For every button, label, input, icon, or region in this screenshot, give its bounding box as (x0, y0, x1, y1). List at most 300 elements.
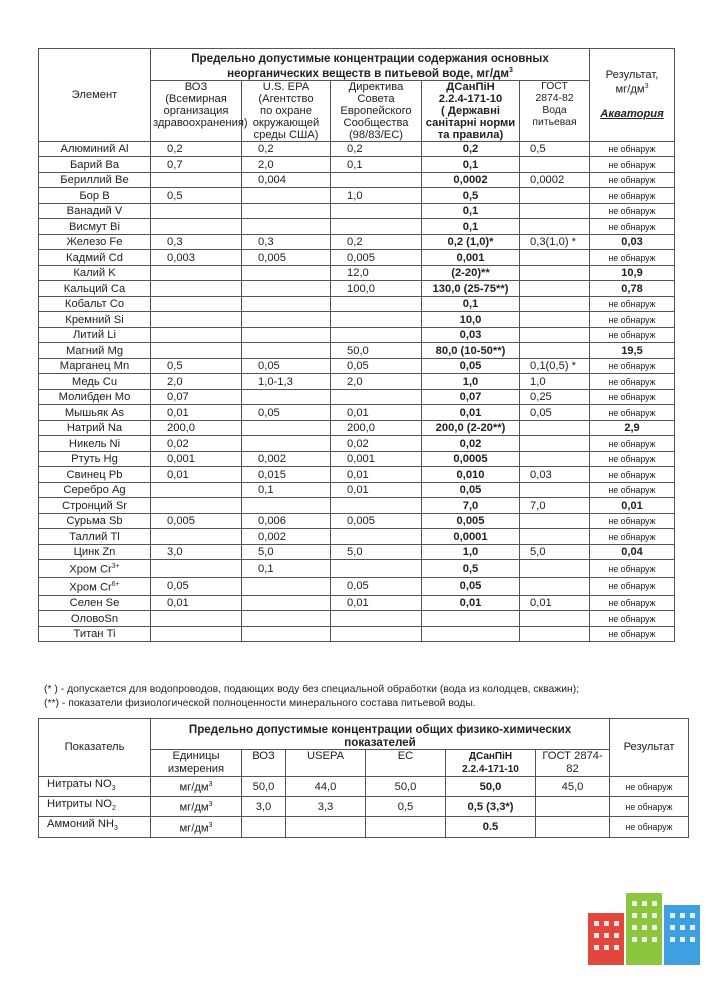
value-gost: 7,0 (520, 498, 590, 514)
value-dsanpin (422, 626, 520, 642)
value-result: не обнаруж (590, 578, 675, 596)
value-gost (520, 281, 590, 297)
table-row (39, 296, 675, 312)
value-result: не обнаруж (590, 560, 675, 578)
value-dsanpin: 200,0 (2-20**) (422, 420, 520, 436)
value-usepa (286, 817, 366, 837)
value-result: 2,9 (590, 420, 675, 436)
value-dsanpin: 0,07 (422, 389, 520, 405)
value-eu: 12,0 (331, 265, 422, 281)
value-epa (242, 219, 331, 235)
value-voz (151, 343, 242, 359)
table-row (39, 219, 675, 235)
column-header-voz2: ВОЗ (242, 750, 286, 777)
value-voz: 0,3 (151, 234, 242, 250)
value-gost (520, 482, 590, 498)
value-voz: 0,005 (151, 513, 242, 529)
value-dsanpin: 0,02 (422, 436, 520, 452)
value-voz (151, 172, 242, 188)
value-voz (151, 498, 242, 514)
value-result: не обнаруж (590, 389, 675, 405)
value-gost (520, 219, 590, 235)
value-usepa: 44,0 (286, 777, 366, 797)
value-dsanpin: 0,001 (422, 250, 520, 266)
value-eu (331, 219, 422, 235)
column-header-result: Результат, $мг/дм^3$ Акватория (590, 49, 675, 142)
value-gost: 0,25 (520, 389, 590, 405)
value-eu: 0,05 (331, 358, 422, 374)
value-result: не обнаруж (590, 467, 675, 483)
value-gost: 0,1(0,5) * (520, 358, 590, 374)
value-epa (242, 296, 331, 312)
value-dsanpin: 0,0005 (422, 451, 520, 467)
value-result: не обнаруж (590, 611, 675, 627)
value-result: не обнаруж (590, 626, 675, 642)
value-eu: 0,2 (331, 234, 422, 250)
value-voz: 0,01 (151, 405, 242, 421)
value-gost: 0,5 (520, 141, 590, 157)
element-name: Серебро Ag (39, 482, 151, 498)
value-dsanpin: 0,05 (422, 358, 520, 374)
value-epa (242, 498, 331, 514)
element-name: Стронций Sr (39, 498, 151, 514)
value-gost (520, 327, 590, 343)
value-gost (520, 436, 590, 452)
element-name: Марганец Mn (39, 358, 151, 374)
value-epa: 0,3 (242, 234, 331, 250)
value-result: не обнаруж (590, 327, 675, 343)
element-name: Бериллий Be (39, 172, 151, 188)
element-name: Железо Fe (39, 234, 151, 250)
table-row (39, 513, 675, 529)
table-row (39, 281, 675, 297)
value-voz (151, 203, 242, 219)
value-dsanpin: 0,010 (422, 467, 520, 483)
value-epa (242, 389, 331, 405)
value-eu: 0,01 (331, 467, 422, 483)
table-row (39, 482, 675, 498)
value-result: не обнаруж (590, 141, 675, 157)
value-voz (151, 482, 242, 498)
value-epa (242, 203, 331, 219)
value-dsanpin: 0,1 (422, 219, 520, 235)
value-gost: 0,03 (520, 467, 590, 483)
value-ec: 50,0 (366, 777, 446, 797)
value-eu (331, 389, 422, 405)
element-name: Кобальт Co (39, 296, 151, 312)
value-epa: 0,002 (242, 451, 331, 467)
value-dsanpin: 0,5 (422, 188, 520, 204)
value-result: не обнаруж (590, 358, 675, 374)
table-row (39, 529, 675, 545)
element-name: Литий Li (39, 327, 151, 343)
table-row (39, 595, 675, 611)
element-name: Бор B (39, 188, 151, 204)
value-gost: 0,01 (520, 595, 590, 611)
table-row (39, 203, 675, 219)
footnotes (44, 683, 579, 711)
value-voz (151, 312, 242, 328)
table-row (39, 436, 675, 452)
table-row (39, 374, 675, 390)
value-epa: 0,2 (242, 141, 331, 157)
element-name: Кремний Si (39, 312, 151, 328)
value-dsanpin: 0,0001 (422, 529, 520, 545)
value-voz (151, 529, 242, 545)
value-dsanpin: 0.5 (446, 817, 536, 837)
column-header-dsanpin2: ДСанПіН 2.2.4-171-10 (446, 750, 536, 777)
value-dsanpin: 50,0 (446, 777, 536, 797)
value-dsanpin: 1,0 (422, 374, 520, 390)
table-row (39, 250, 675, 266)
value-voz (151, 611, 242, 627)
value-eu (331, 203, 422, 219)
table-row (39, 312, 675, 328)
value-eu: 5,0 (331, 544, 422, 560)
value-gost: 5,0 (520, 544, 590, 560)
value-eu: 1,0 (331, 188, 422, 204)
value-eu (331, 611, 422, 627)
table-row (39, 578, 675, 596)
value-epa (242, 188, 331, 204)
value-eu (331, 296, 422, 312)
table-row (39, 141, 675, 157)
value-eu (331, 498, 422, 514)
value-epa: 5,0 (242, 544, 331, 560)
value-eu (331, 172, 422, 188)
value-eu (331, 327, 422, 343)
value-gost (520, 451, 590, 467)
units: $мг/дм^3$ (151, 777, 242, 797)
value-voz (151, 281, 242, 297)
value-epa: 0,1 (242, 560, 331, 578)
value-voz (242, 817, 286, 837)
table-row (39, 467, 675, 483)
value-voz: 0,05 (151, 578, 242, 596)
inorganic-substances-table (38, 48, 675, 642)
column-header-units: Единицы измерения (151, 750, 242, 777)
value-epa (242, 281, 331, 297)
value-eu (331, 529, 422, 545)
table-row (39, 265, 675, 281)
element-name: ОловоSn (39, 611, 151, 627)
value-eu: 0,005 (331, 250, 422, 266)
value-voz (151, 327, 242, 343)
value-dsanpin: 0,1 (422, 296, 520, 312)
value-gost (520, 265, 590, 281)
value-dsanpin: 0,5 (3,3*) (446, 797, 536, 817)
value-epa (242, 595, 331, 611)
value-dsanpin (422, 611, 520, 627)
value-epa: 2,0 (242, 157, 331, 173)
value-eu: 50,0 (331, 343, 422, 359)
value-eu: 0,01 (331, 405, 422, 421)
value-voz (151, 219, 242, 235)
value-eu: 100,0 (331, 281, 422, 297)
table-row (39, 817, 689, 837)
value-dsanpin: 0,2 (422, 141, 520, 157)
value-result: не обнаруж (590, 250, 675, 266)
element-name: Медь Cu (39, 374, 151, 390)
value-result: не обнаруж (590, 405, 675, 421)
value-eu (331, 560, 422, 578)
value-usepa: 3,3 (286, 797, 366, 817)
table-row (39, 451, 675, 467)
value-voz: 2,0 (151, 374, 242, 390)
value-gost (520, 611, 590, 627)
value-gost (536, 797, 610, 817)
table-row (39, 405, 675, 421)
value-result: не обнаруж (590, 157, 675, 173)
value-gost: 0,05 (520, 405, 590, 421)
value-dsanpin: 0,05 (422, 578, 520, 596)
footnote-single-star: (* ) - допускается для водопроводов, подающих воду без специальной обработки (вода из колодцев, скважин); (44, 684, 580, 695)
value-gost: 45,0 (536, 777, 610, 797)
value-eu: 0,001 (331, 451, 422, 467)
element-name: Сурьма Sb (39, 513, 151, 529)
value-dsanpin: (2-20)** (422, 265, 520, 281)
value-gost (520, 343, 590, 359)
value-dsanpin: 80,0 (10-50**) (422, 343, 520, 359)
value-dsanpin: 0,03 (422, 327, 520, 343)
column-header-ec: ЕС (366, 750, 446, 777)
element-name: Кадмий Cd (39, 250, 151, 266)
value-result: не обнаруж (610, 817, 689, 837)
value-result: не обнаруж (590, 172, 675, 188)
value-gost (520, 560, 590, 578)
value-dsanpin: 10,0 (422, 312, 520, 328)
value-epa (242, 327, 331, 343)
value-result: 0,01 (590, 498, 675, 514)
value-voz: 3,0 (242, 797, 286, 817)
value-result: 10,9 (590, 265, 675, 281)
column-header-epa: U.S. EPA (Агентство по охране окружающей среды США) (242, 80, 331, 141)
value-gost (520, 157, 590, 173)
value-dsanpin: 1,0 (422, 544, 520, 560)
value-voz: 0,02 (151, 436, 242, 452)
value-gost (520, 312, 590, 328)
value-result: не обнаруж (590, 482, 675, 498)
value-result: не обнаруж (590, 312, 675, 328)
building-logo-icon (588, 893, 706, 965)
value-eu: 200,0 (331, 420, 422, 436)
value-voz: 0,7 (151, 157, 242, 173)
table-row (39, 188, 675, 204)
value-dsanpin: 0,01 (422, 595, 520, 611)
value-voz: 0,001 (151, 451, 242, 467)
value-eu: 0,005 (331, 513, 422, 529)
element-name: Барий Ba (39, 157, 151, 173)
value-epa (242, 436, 331, 452)
value-result: не обнаруж (590, 188, 675, 204)
value-gost (520, 578, 590, 596)
element-name: Натрий Na (39, 420, 151, 436)
table-row (39, 560, 675, 578)
value-voz (151, 626, 242, 642)
value-gost (520, 296, 590, 312)
brand-name: Акватория (600, 107, 664, 120)
value-dsanpin: 0,0002 (422, 172, 520, 188)
value-result: 0,03 (590, 234, 675, 250)
value-eu (331, 626, 422, 642)
value-epa (242, 611, 331, 627)
element-name: Никель Ni (39, 436, 151, 452)
value-voz: 0,01 (151, 595, 242, 611)
value-result: не обнаруж (610, 797, 689, 817)
value-dsanpin: 0,005 (422, 513, 520, 529)
table-row (39, 389, 675, 405)
value-epa: 0,015 (242, 467, 331, 483)
element-name: Висмут Bi (39, 219, 151, 235)
value-voz: 200,0 (151, 420, 242, 436)
footnote-double-star: (**) - показатели физиологической полноценности минерального состава питьевой воды. (44, 698, 476, 709)
element-name: Свинец Pb (39, 467, 151, 483)
value-result: не обнаруж (590, 595, 675, 611)
value-voz (151, 560, 242, 578)
value-eu: 0,01 (331, 482, 422, 498)
value-epa: 0,006 (242, 513, 331, 529)
value-gost (520, 529, 590, 545)
value-epa: 0,002 (242, 529, 331, 545)
value-result: не обнаруж (590, 529, 675, 545)
value-voz: 0,01 (151, 467, 242, 483)
element-name: Таллий Tl (39, 529, 151, 545)
element-name: Алюминий Al (39, 141, 151, 157)
value-result: не обнаруж (590, 436, 675, 452)
value-gost (520, 250, 590, 266)
column-header-usepa: USEPA (286, 750, 366, 777)
value-result: не обнаруж (610, 777, 689, 797)
value-dsanpin: 0,01 (422, 405, 520, 421)
value-eu: 0,2 (331, 141, 422, 157)
table-row (39, 343, 675, 359)
element-name: Хром $Cr^{6+}$ (39, 578, 151, 596)
column-header-voz: ВОЗ (Всемирная организация здравоохранения) (151, 80, 242, 141)
table2-title: Предельно допустимые концентрации общих физико-химических показателей (151, 719, 610, 750)
value-voz: 3,0 (151, 544, 242, 560)
value-epa: 0,1 (242, 482, 331, 498)
value-dsanpin: 0,1 (422, 203, 520, 219)
indicator-name: Нитраты $NO_3$ (39, 777, 151, 797)
value-gost: 0,3(1,0) * (520, 234, 590, 250)
value-epa (242, 420, 331, 436)
value-result: не обнаруж (590, 374, 675, 390)
element-name: Селен Se (39, 595, 151, 611)
value-result: не обнаруж (590, 219, 675, 235)
value-gost (520, 203, 590, 219)
value-result: не обнаруж (590, 296, 675, 312)
value-eu: 0,05 (331, 578, 422, 596)
element-name: Магний Mg (39, 343, 151, 359)
table-row (39, 172, 675, 188)
value-eu (331, 312, 422, 328)
value-voz: 0,5 (151, 358, 242, 374)
element-name: Калий K (39, 265, 151, 281)
value-dsanpin: 0,5 (422, 560, 520, 578)
table-row (39, 797, 689, 817)
value-eu: 0,02 (331, 436, 422, 452)
element-name: Хром $Cr^{3+}$ (39, 560, 151, 578)
value-epa: 0,05 (242, 405, 331, 421)
value-eu: 0,1 (331, 157, 422, 173)
table1-title: Предельно допустимые концентрации содержания основных неорганических веществ в питьевой воде, $мг/дм^3$ (151, 49, 590, 81)
table-row (39, 234, 675, 250)
table-row (39, 544, 675, 560)
value-result: 19,5 (590, 343, 675, 359)
column-header-indicator: Показатель (39, 719, 151, 777)
element-name: Молибден Mo (39, 389, 151, 405)
value-voz: 0,003 (151, 250, 242, 266)
indicator-name: Аммоний $NH_3$ (39, 817, 151, 837)
value-dsanpin: 0,2 (1,0)* (422, 234, 520, 250)
table-row (39, 626, 675, 642)
element-name: Кальций Ca (39, 281, 151, 297)
value-gost (520, 513, 590, 529)
table-row (39, 327, 675, 343)
table-row (39, 611, 675, 627)
value-result: не обнаруж (590, 451, 675, 467)
column-header-element: Элемент (39, 49, 151, 142)
value-ec: 0,5 (366, 797, 446, 817)
column-header-eu: Директива Совета Европейского Сообщества (98/83/ЕС) (331, 80, 422, 141)
value-result: 0,04 (590, 544, 675, 560)
column-header-gost: ГОСТ 2874-82 Вода питьевая (520, 80, 590, 141)
value-gost (520, 188, 590, 204)
value-eu: 0,01 (331, 595, 422, 611)
value-epa (242, 626, 331, 642)
indicator-name: Нитриты $NO_2$ (39, 797, 151, 817)
value-epa: 0,004 (242, 172, 331, 188)
value-gost (536, 817, 610, 837)
value-voz: 0,07 (151, 389, 242, 405)
value-epa (242, 312, 331, 328)
value-gost: 0,0002 (520, 172, 590, 188)
table-row (39, 157, 675, 173)
column-header-dsanpin: ДСанПіН 2.2.4-171-10 ( Державні санітарні норми та правила) (422, 80, 520, 141)
value-voz: 0,5 (151, 188, 242, 204)
value-voz (151, 265, 242, 281)
table-row (39, 777, 689, 797)
units: $мг/дм^3$ (151, 797, 242, 817)
table-row (39, 498, 675, 514)
element-name: Ртуть Hg (39, 451, 151, 467)
value-voz: 50,0 (242, 777, 286, 797)
value-epa: 0,05 (242, 358, 331, 374)
value-gost: 1,0 (520, 374, 590, 390)
value-epa (242, 343, 331, 359)
value-gost (520, 626, 590, 642)
value-epa: 1,0-1,3 (242, 374, 331, 390)
table-row (39, 420, 675, 436)
table-row (39, 358, 675, 374)
column-header-gost2: ГОСТ 2874- 82 (536, 750, 610, 777)
element-name: Титан Ti (39, 626, 151, 642)
value-epa (242, 265, 331, 281)
element-name: Цинк Zn (39, 544, 151, 560)
value-result: 0,78 (590, 281, 675, 297)
value-voz: 0,2 (151, 141, 242, 157)
value-dsanpin: 0,1 (422, 157, 520, 173)
value-result: не обнаруж (590, 513, 675, 529)
value-dsanpin: 130,0 (25-75**) (422, 281, 520, 297)
value-epa (242, 578, 331, 596)
element-name: Ванадий V (39, 203, 151, 219)
column-header-result2: Результат (610, 719, 689, 777)
value-voz (151, 296, 242, 312)
value-gost (520, 420, 590, 436)
value-result: не обнаруж (590, 203, 675, 219)
value-eu: 2,0 (331, 374, 422, 390)
